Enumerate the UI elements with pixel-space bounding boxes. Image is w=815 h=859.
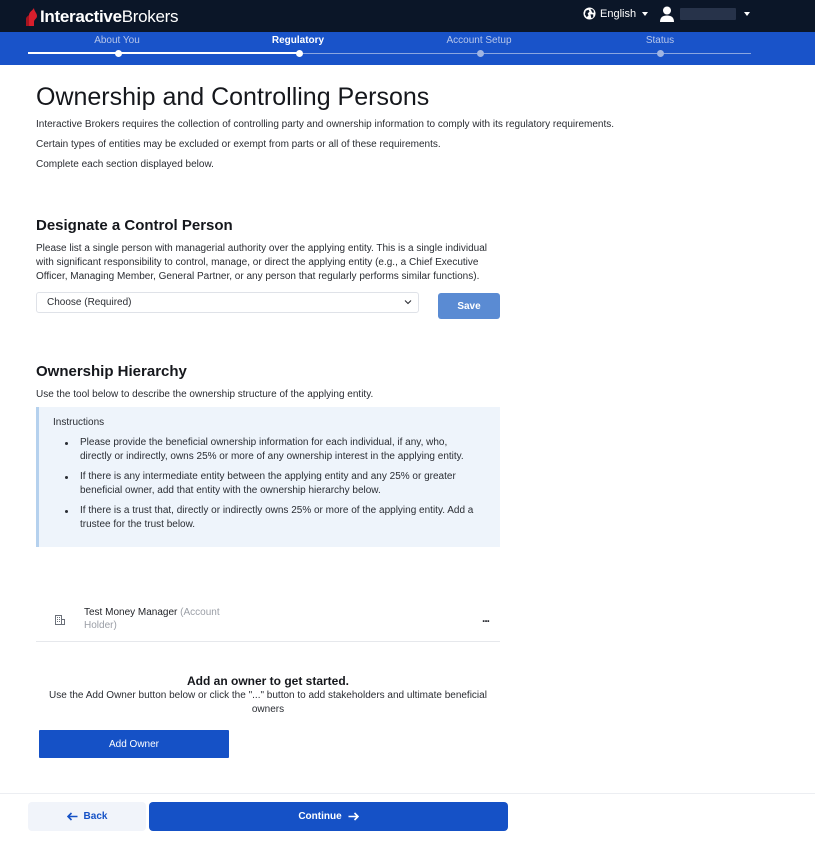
instruction-item: If there is a trust that, directly or indirectly owns 25% or more of the applying entity. Add a trustee for the trust below. xyxy=(65,504,480,532)
control-person-select-value: Choose (Required) xyxy=(47,297,132,308)
arrow-right-icon xyxy=(348,812,359,821)
redacted-username xyxy=(680,8,736,20)
flame-icon xyxy=(26,8,38,26)
interactive-brokers-logo[interactable] xyxy=(26,7,178,27)
chevron-down-icon xyxy=(642,12,648,16)
footer-divider xyxy=(0,793,815,794)
step-about-you[interactable]: About You xyxy=(94,35,140,46)
logo-wordmark: InteractiveBrokers xyxy=(40,7,179,26)
building-icon xyxy=(55,615,65,625)
user-menu[interactable] xyxy=(660,6,750,22)
empty-state-title: Add an owner to get started. xyxy=(186,674,349,688)
chevron-down-icon xyxy=(744,12,750,16)
globe-icon xyxy=(583,7,596,20)
top-navbar xyxy=(0,0,815,32)
step-status[interactable]: Status xyxy=(645,35,675,46)
stepper-line-done xyxy=(28,52,299,54)
step-dot-account-setup xyxy=(477,50,484,57)
stepper-line-upcoming xyxy=(299,53,751,54)
instructions-list xyxy=(65,436,480,538)
back-button[interactable] xyxy=(28,802,146,831)
step-dot-regulatory xyxy=(296,50,303,57)
language-label: English xyxy=(600,7,637,20)
step-account-setup[interactable]: Account Setup xyxy=(446,35,512,46)
save-button[interactable]: Save xyxy=(438,293,500,319)
page-title: Ownership and Controlling Persons xyxy=(36,83,430,111)
ownership-description: Use the tool below to describe the ownership structure of the applying entity. xyxy=(36,389,374,400)
owner-more-menu-button[interactable]: ... xyxy=(482,611,490,625)
user-icon xyxy=(660,6,674,22)
step-dot-about-you xyxy=(115,50,122,57)
intro-text-1: Interactive Brokers requires the collection of controlling party and ownership information to comply with its regulatory requirements. xyxy=(36,119,615,130)
owner-name-text: Test Money Manager xyxy=(84,607,178,618)
add-owner-button[interactable]: Add Owner xyxy=(39,730,229,758)
instruction-item: Please provide the beneficial ownership information for each individual, if any, who, directly or indirectly, owns 25% or more of any ownership interest in the applying entity. xyxy=(65,436,480,464)
continue-button[interactable] xyxy=(149,802,508,831)
empty-state-text: Use the Add Owner button below or click the "..." button to add stakeholders and ultimate beneficial owners xyxy=(49,690,487,715)
instruction-item: If there is any intermediate entity between the applying entity and any 25% or greater beneficial owner, add that entity with the ownership hierarchy below. xyxy=(65,470,480,498)
owner-name xyxy=(84,606,244,632)
step-regulatory[interactable]: Regulatory xyxy=(271,35,325,46)
instructions-panel xyxy=(36,407,500,547)
control-person-heading: Designate a Control Person xyxy=(36,217,233,234)
control-person-description: Please list a single person with managerial authority over the applying entity. This is a single individual with significant responsibility to control, manage, or direct the applying entity (e.g., a Chief Executive Officer, Managing Member, General Partner, or any person that regularly performs similar functions). xyxy=(36,243,487,282)
continue-label: Continue xyxy=(298,811,342,822)
owner-type: (Account Holder) xyxy=(84,607,220,631)
arrow-left-icon xyxy=(67,812,78,821)
chevron-down-icon xyxy=(404,298,412,306)
ownership-heading: Ownership Hierarchy xyxy=(36,363,187,380)
intro-text-2: Certain types of entities may be excluded or exempt from parts or all of these requirements. xyxy=(36,139,441,150)
intro-text-3: Complete each section displayed below. xyxy=(36,159,214,170)
control-person-select[interactable] xyxy=(36,292,419,313)
owner-row xyxy=(36,598,500,642)
language-selector[interactable] xyxy=(583,7,648,20)
instructions-title: Instructions xyxy=(53,417,105,428)
step-dot-status xyxy=(657,50,664,57)
back-label: Back xyxy=(83,811,108,822)
